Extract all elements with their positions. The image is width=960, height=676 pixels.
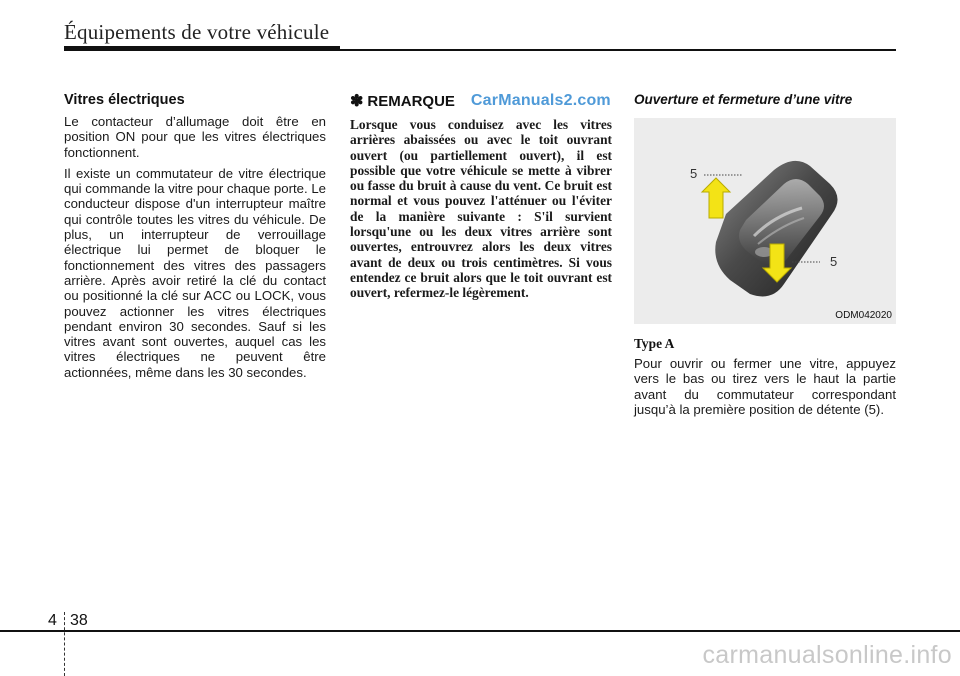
remark-star-icon: ✽	[350, 93, 364, 110]
header-rule-thick	[64, 46, 340, 51]
column-power-windows	[64, 92, 326, 386]
carmanuals-watermark-logo: CarManuals2.com	[470, 92, 611, 109]
page-number: 38	[70, 612, 88, 629]
header-rule-thin	[340, 49, 896, 51]
page-number-divider	[64, 612, 65, 676]
figure-label-bottom: 5	[830, 254, 838, 269]
footer-rule	[0, 630, 960, 632]
remark-title: REMARQUE	[367, 92, 455, 110]
remark-header	[350, 92, 612, 110]
figure-label-top: 5	[690, 166, 698, 181]
paragraph-ignition: Le contacteur d’allumage doit être en position ON pour que les vitres électriques fonctionnent.	[64, 114, 326, 160]
window-switch-figure	[634, 118, 896, 324]
subheading-open-close: Ouverture et fermeture d’une vitre	[634, 92, 853, 107]
window-switch-illustration	[634, 118, 896, 324]
paragraph-window-operation: Pour ouvrir ou fermer une vitre, appuyez vers le bas ou tirez vers le haut la partie avant du commutateur correspondant jusqu’à la première position de détente (5).	[634, 356, 896, 417]
column-window-operation	[634, 92, 896, 423]
site-watermark: carmanualsonline.info	[702, 641, 952, 669]
figure-code: ODM042020	[835, 310, 892, 321]
chapter-number: 4	[48, 612, 57, 629]
type-label: Type A	[634, 336, 675, 351]
column-remark	[350, 92, 612, 301]
section-heading: Vitres électriques	[64, 92, 185, 108]
arrow-up-icon	[702, 178, 730, 218]
paragraph-switch-description: Il existe un commutateur de vitre électrique qui commande la vitre pour chaque porte. Le conducteur dispose d'un interrupteur maître qui contrôle toutes les vitres du véhicule. De plus, un interrupteur de verrouillage électrique lui permet de bloquer le fonctionnement des vitres des passagers arrière. Après avoir retiré la clé du contact ou positionné la clé sur ACC ou LOCK, vous pouvez actionner les vitres électriques pendant environ 30 secondes. Sauf si les vitres avant sont ouvertes, auquel cas les vitres électriques ne peuvent être actionnées, même dans les 30 secondes.	[64, 165, 326, 380]
page-header-title: Équipements de votre véhicule	[64, 20, 330, 44]
remark-body: Lorsque vous conduisez avec les vitres arrières abaissées ou avec le toit ouvrant ouvert (ou partiellement ouvert), il est possible que votre véhicule se mette à vibrer ou fasse du bruit à cause du vent. Ce bruit est normal et vous pouvez l'atténuer ou l'éviter de la manière suivante : S'il survient lorsqu'une ou les deux vitres arrière sont ouvertes, entrouvrez alors les deux vitres avant de deux ou trois centimètres. Si vous entendez ce bruit alors que le toit ouvrant est ouvert, refermez-le légèrement.	[350, 117, 612, 301]
